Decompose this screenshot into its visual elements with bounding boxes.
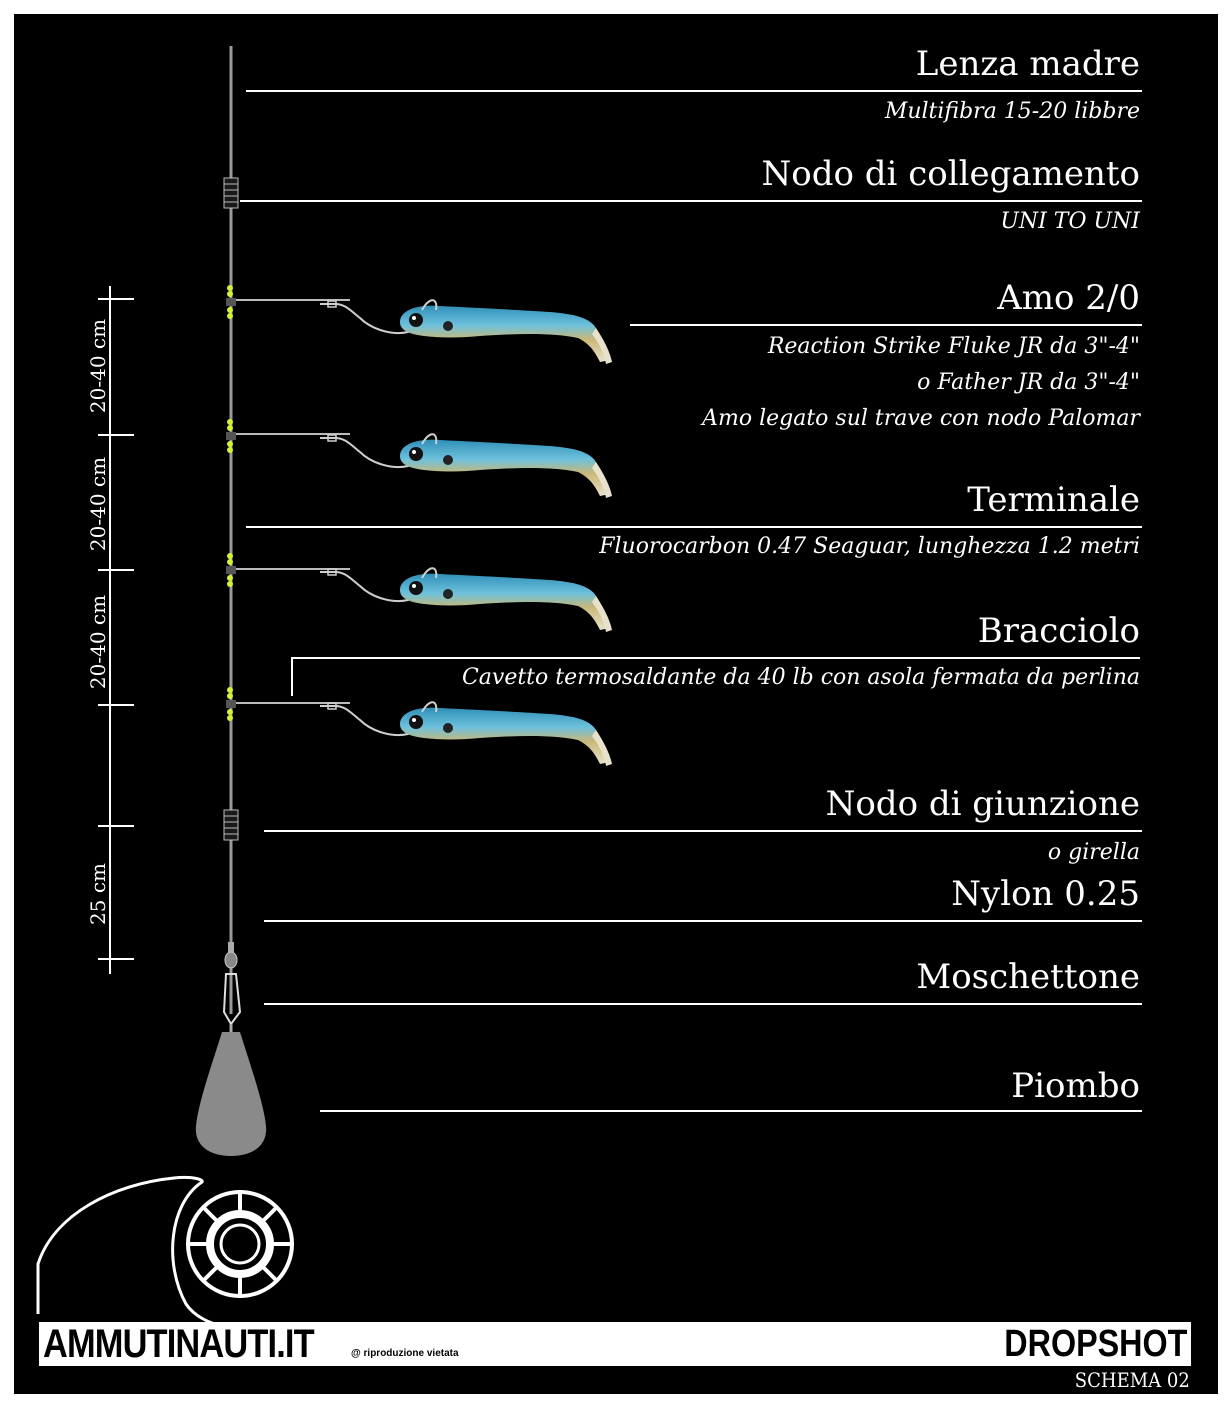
schema-label: SCHEMA 02 <box>1074 1368 1190 1392</box>
terminale-title: Terminale <box>967 480 1140 520</box>
nodo-collegamento-title: Nodo di collegamento <box>761 154 1140 194</box>
rule-nodo-giunzione <box>264 830 1142 832</box>
rule-amo <box>630 324 1142 326</box>
dropper-1 <box>226 285 612 364</box>
bracciolo-detail: Cavetto termosaldante da 40 lb con asola fermata da perlina <box>461 665 1140 690</box>
copyright-notice: @ riproduzione vietata <box>351 1348 459 1359</box>
sinker-icon <box>196 1032 266 1156</box>
moschettone-title: Moschettone <box>916 957 1140 997</box>
dimension-label-3: 20-40 cm <box>86 594 110 690</box>
rule-nylon <box>264 920 1142 922</box>
dropper-3 <box>226 553 612 632</box>
rule-nodo-collegamento <box>240 200 1142 202</box>
nodo-giunzione-detail: o girella <box>1047 840 1140 865</box>
dimension-label-4: 25 cm <box>86 863 110 925</box>
amo-detail-line-3: Amo legato sul trave con nodo Palomar <box>702 406 1140 431</box>
dropper-2 <box>226 419 612 498</box>
rule-lenza-madre <box>246 90 1142 92</box>
rule-piombo <box>320 1110 1142 1112</box>
junction-knot-icon <box>224 810 238 840</box>
connection-knot-icon <box>224 178 238 208</box>
rig-name: DROPSHOT <box>1003 1323 1187 1365</box>
lenza-madre-detail: Multifibra 15-20 libbre <box>884 99 1140 124</box>
ship-wheel-logo-icon <box>38 1177 292 1326</box>
fish-lure-icon <box>320 702 612 766</box>
amo-title: Amo 2/0 <box>997 278 1140 318</box>
fish-lure-icon <box>320 300 612 364</box>
bracciolo-title: Bracciolo <box>977 611 1140 651</box>
lenza-madre-title: Lenza madre <box>915 44 1140 84</box>
nodo-collegamento-detail: UNI TO UNI <box>1000 209 1140 234</box>
amo-detail-line-1: Reaction Strike Fluke JR da 3"-4" <box>767 334 1140 359</box>
rule-moschettone <box>264 1003 1142 1005</box>
fish-lure-icon <box>320 568 612 632</box>
rule-terminale <box>246 526 1142 528</box>
dimension-label-1: 20-40 cm <box>86 318 110 414</box>
dimension-label-2: 20-40 cm <box>86 456 110 552</box>
piombo-title: Piombo <box>1011 1066 1140 1106</box>
dropper-4 <box>226 687 612 766</box>
nodo-giunzione-title: Nodo di giunzione <box>825 784 1140 824</box>
amo-detail-line-2: o Father JR da 3"-4" <box>917 370 1140 395</box>
brand-bar <box>39 1322 1191 1366</box>
nylon-title: Nylon 0.25 <box>951 874 1140 914</box>
fish-lure-icon <box>320 434 612 498</box>
diagram-frame <box>14 14 1218 1394</box>
terminale-detail: Fluorocarbon 0.47 Seaguar, lunghezza 1.2 metri <box>599 534 1140 559</box>
brand-name: AMMUTINAUTI.IT <box>43 1322 314 1366</box>
